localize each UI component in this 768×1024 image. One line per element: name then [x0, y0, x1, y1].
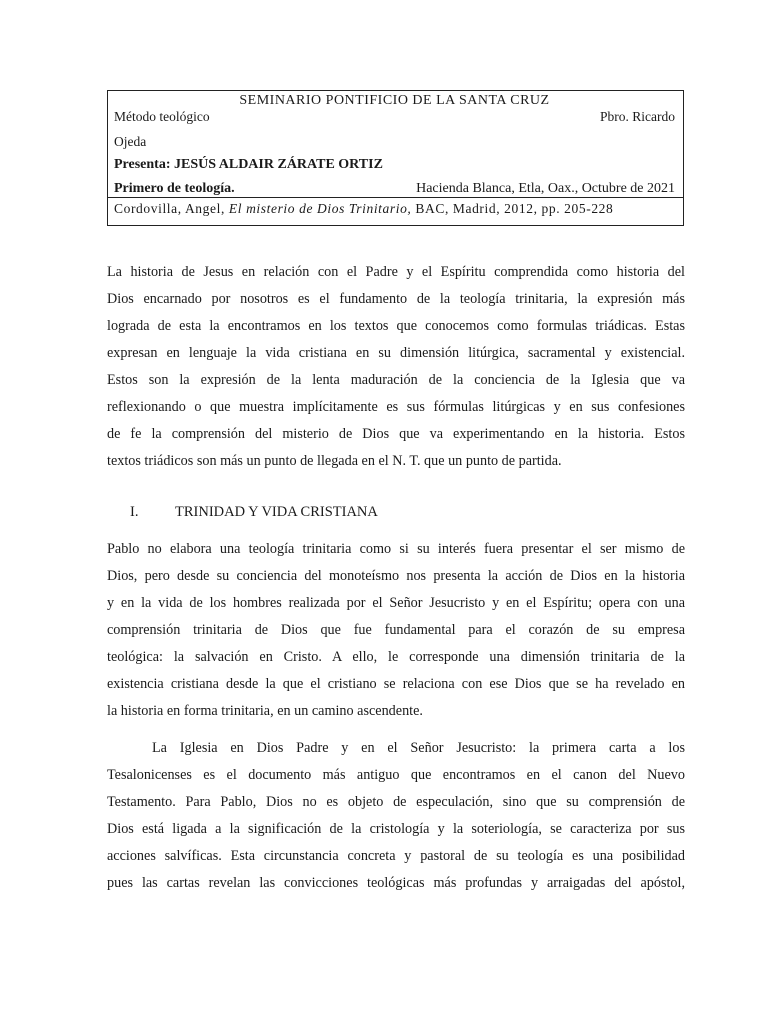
text-line: acciones salvíficas. Esta circunstancia concreta y pastoral de su teología es una posibilidad: [107, 848, 685, 864]
text-line: la historia en forma trinitaria, en un camino ascendente.: [107, 703, 423, 719]
reference-details: BAC, Madrid, 2012, pp. 205-228: [411, 201, 614, 216]
text-line: Dios está ligada a la significación de la cristología y la soteriología, se caracteriza por sus: [107, 821, 685, 837]
section-title: TRINIDAD Y VIDA CRISTIANA: [175, 504, 378, 520]
header-box: [107, 90, 684, 226]
paragraph-church: [107, 735, 685, 897]
text-line: expresan en lenguaje la vida cristiana en su dimensión litúrgica, sacramental y existencial.: [107, 345, 685, 361]
paragraph-trinity: [107, 536, 685, 725]
grade-row: [114, 181, 675, 197]
header-divider: [108, 197, 683, 198]
text-line: reflexionando o que muestra implícitamente es sus fórmulas litúrgicas y en sus confesiones: [107, 399, 685, 415]
text-line: Tesalonicenses es el documento más antiguo que encontramos en el canon del Nuevo: [107, 767, 685, 783]
professor-name-part1: Pbro. Ricardo: [600, 109, 675, 124]
presenter-name: Presenta: JESÚS ALDAIR ZÁRATE ORTIZ: [114, 157, 383, 172]
reference-author: Cordovilla, Angel,: [114, 201, 229, 216]
text-line: La historia de Jesus en relación con el Padre y el Espíritu comprendida como historia del: [107, 264, 685, 280]
text-line: textos triádicos son más un punto de llegada en el N. T. que un punto de partida.: [107, 453, 562, 469]
institution-title: SEMINARIO PONTIFICIO DE LA SANTA CRUZ: [239, 93, 550, 108]
section-number: I.: [130, 504, 139, 520]
text-line: Testamento. Para Pablo, Dios no es objeto de especulación, sino que su comprensión de: [107, 794, 685, 810]
course-row: [114, 109, 675, 125]
text-line: La Iglesia en Dios Padre y en el Señor Jesucristo: la primera carta a los: [152, 740, 685, 756]
text-line: existencia cristiana desde la que el cristiano se relaciona con ese Dios que se ha revelado en: [107, 676, 685, 692]
text-line: pues las cartas revelan las convicciones teológicas más profundas y arraigadas del apóstol,: [107, 875, 685, 891]
text-line: y en la vida de los hombres realizada por el Señor Jesucristo y en el Espíritu; opera con una: [107, 595, 685, 611]
professor-name-part2: Ojeda: [114, 134, 147, 149]
intro-paragraph: [107, 259, 685, 475]
text-line: Pablo no elabora una teología trinitaria como si su interés fuera presentar el ser mismo de: [107, 541, 685, 557]
section-heading: [130, 500, 378, 524]
bibliographic-reference: [114, 201, 677, 217]
reference-title: El misterio de Dios Trinitario,: [228, 201, 412, 216]
course-name: Método teológico: [114, 109, 210, 124]
text-line: teológica: la salvación en Cristo. A ello, le corresponde una dimensión trinitaria de la: [107, 649, 685, 665]
text-line: comprensión trinitaria de Dios que fue fundamental para el corazón de su empresa: [107, 622, 685, 638]
text-line: Dios encarnado por nosotros es el fundamento de la teología trinitaria, la expresión más: [107, 291, 685, 307]
text-line: Dios, pero desde su conciencia del monoteísmo nos presenta la acción de Dios en la historia: [107, 568, 685, 584]
grade-label: Primero de teología.: [114, 181, 235, 196]
text-line: de fe la comprensión del misterio de Dios que va experimentando en la historia. Estos: [107, 426, 685, 442]
place-date: Hacienda Blanca, Etla, Oax., Octubre de 2021: [416, 181, 675, 196]
text-line: Estos son la expresión de la lenta maduración de la conciencia de la Iglesia que va: [107, 372, 685, 388]
text-line: lograda de esta la encontramos en los textos que conocemos como formulas triádicas. Estas: [107, 318, 685, 334]
